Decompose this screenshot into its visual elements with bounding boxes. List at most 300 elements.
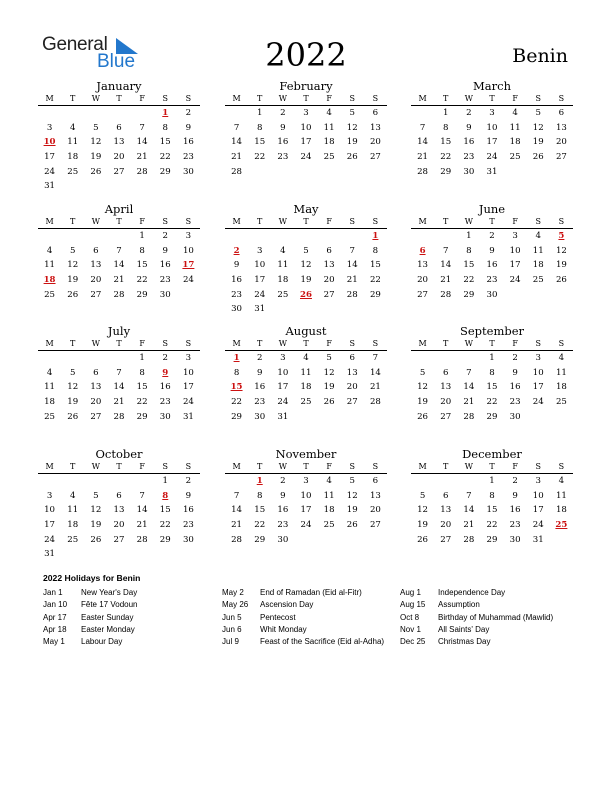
holiday-name: New Year's Day [81,588,138,597]
empty-day-cell [107,547,130,562]
day-cell: 5 [326,353,332,363]
empty-day-cell [550,288,573,303]
weekday-label: M [232,94,241,103]
week-row [411,150,573,165]
week-row [225,533,387,548]
empty-day-cell [38,229,61,244]
day-cell: 2 [489,231,495,241]
logo-blue-text: Blue [97,51,136,72]
weekday-label: M [232,462,241,471]
holiday-name: Independence Day [438,588,506,597]
holiday-entry [400,636,583,648]
day-cell: 26 [417,534,429,545]
holiday-entry [43,624,226,636]
weekday-label: S [372,217,379,226]
day-cell: 26 [67,289,79,300]
week-row [411,258,573,273]
day-cell: 8 [139,245,145,256]
day-cell: 22 [369,275,381,286]
holiday-date: Jun 6 [222,624,242,634]
day-cell: 1 [442,108,449,118]
day-cell: 16 [159,260,171,271]
holiday-day-cell: 9 [162,367,169,378]
day-cell: 1 [489,476,495,486]
day-cell: 10 [532,490,544,501]
day-cell: 22 [159,152,171,163]
holiday-name: Labour Day [81,637,123,647]
month-name: March [473,79,511,93]
holiday-entry [400,624,583,636]
day-cell: 26 [90,534,102,545]
day-cell: 14 [463,382,475,393]
weekday-label: S [372,462,379,471]
day-cell: 22 [463,275,475,286]
weekday-label: W [278,339,287,348]
empty-day-cell [154,179,177,194]
week-row [225,135,387,150]
holiday-entry [222,624,405,636]
day-cell: 29 [231,411,243,422]
day-cell: 7 [442,245,449,256]
weekday-label: M [232,217,241,226]
day-cell: 13 [90,382,102,393]
empty-day-cell [411,106,434,121]
holiday-date: Oct 8 [400,612,420,622]
empty-day-cell [294,533,317,548]
day-cell: 9 [233,260,240,271]
day-cell: 16 [254,382,266,393]
day-cell: 25 [277,289,289,300]
week-row [411,366,573,381]
holiday-day-cell: 5 [558,231,565,241]
day-cell: 3 [303,108,309,118]
day-cell: 23 [159,275,171,286]
holiday-entry [222,636,405,648]
day-cell: 5 [419,490,426,501]
day-cell: 13 [346,367,358,378]
day-cell: 23 [231,289,243,300]
day-cell: 11 [300,367,312,378]
day-cell: 12 [346,122,358,133]
empty-day-cell [61,229,84,244]
day-cell: 1 [139,231,145,241]
holiday-date: Jan 10 [43,600,68,610]
week-row [225,503,387,518]
day-cell: 14 [417,137,429,148]
week-row [225,273,387,288]
day-cell: 10 [44,505,56,516]
empty-day-cell [527,410,550,425]
day-cell: 10 [300,490,312,501]
day-cell: 20 [555,137,567,148]
day-cell: 2 [185,108,192,118]
day-cell: 29 [369,289,381,300]
day-cell: 27 [369,520,381,531]
day-cell: 14 [136,505,148,516]
month-august [225,324,387,424]
day-cell: 25 [67,534,79,545]
week-row [411,503,573,518]
holiday-name: Pentecost [260,612,296,622]
calendar-year: 2022 [265,36,347,74]
day-cell: 20 [369,137,381,148]
empty-day-cell [271,229,294,244]
weekday-label: W [464,94,473,103]
day-cell: 6 [442,490,449,501]
weekday-label: T [489,217,495,226]
holiday-day-cell: 1 [162,108,169,118]
week-row [38,273,200,288]
day-cell: 11 [44,260,56,271]
holidays-title: 2022 Holidays for Benin [43,573,141,583]
empty-day-cell [61,474,84,489]
day-cell: 19 [417,520,429,531]
day-cell: 21 [136,520,148,531]
week-row [411,351,573,366]
empty-day-cell [248,165,271,180]
day-cell: 3 [185,353,192,363]
day-cell: 24 [182,275,194,286]
day-cell: 28 [231,166,243,177]
empty-day-cell [550,165,573,180]
day-cell: 30 [509,534,521,545]
week-row [225,518,387,533]
day-cell: 5 [69,245,76,256]
day-cell: 18 [323,137,335,148]
day-cell: 9 [489,245,495,256]
weekday-label: M [45,217,54,226]
holiday-name: All Saints' Day [438,624,490,634]
weekday-label: F [326,462,332,471]
day-cell: 19 [555,260,567,271]
day-cell: 21 [136,152,148,163]
day-cell: 19 [67,275,79,286]
empty-day-cell [504,288,527,303]
day-cell: 4 [512,108,518,118]
month-name: April [104,202,134,216]
holiday-date: May 2 [222,588,244,597]
weekday-header-row [38,216,200,229]
day-cell: 24 [486,152,498,163]
day-cell: 6 [372,476,379,486]
day-cell: 13 [369,490,381,501]
day-cell: 27 [90,411,102,422]
day-cell: 23 [277,152,289,163]
day-cell: 14 [231,137,243,148]
day-cell: 4 [535,231,541,241]
day-cell: 29 [136,411,148,422]
holiday-entry [222,612,405,624]
day-cell: 27 [346,397,358,408]
day-cell: 29 [463,289,475,300]
day-cell: 15 [254,505,266,516]
week-row [38,165,200,180]
day-cell: 2 [256,353,263,363]
day-cell: 25 [509,152,521,163]
day-cell: 26 [346,520,358,531]
day-cell: 16 [182,505,194,516]
weekday-label: S [558,217,565,226]
week-row [38,410,200,425]
weekday-label: S [558,339,565,348]
weekday-label: S [558,94,565,103]
holiday-date: Jun 5 [222,612,242,622]
week-row [411,288,573,303]
day-cell: 19 [346,137,358,148]
weekday-label: F [326,94,332,103]
week-row [38,489,200,504]
empty-day-cell [411,229,434,244]
day-cell: 20 [369,505,381,516]
day-cell: 11 [67,505,79,516]
day-cell: 22 [136,397,148,408]
day-cell: 7 [466,367,472,378]
day-cell: 16 [159,382,171,393]
empty-day-cell [271,302,294,317]
empty-day-cell [364,165,387,180]
day-cell: 17 [300,137,312,148]
day-cell: 31 [277,411,289,422]
day-cell: 20 [346,382,358,393]
day-cell: 10 [486,122,498,133]
holiday-name: Assumption [438,600,480,610]
weekday-header-row [411,461,573,474]
day-cell: 15 [159,505,171,516]
week-row [225,489,387,504]
weekday-label: F [139,462,145,471]
empty-day-cell [527,288,550,303]
day-cell: 11 [509,122,521,133]
weekday-label: S [185,462,192,471]
day-cell: 14 [440,260,452,271]
day-cell: 26 [417,411,429,422]
day-cell: 14 [463,505,475,516]
day-cell: 29 [440,166,452,177]
day-cell: 9 [280,490,286,501]
holiday-entry [400,587,583,599]
empty-day-cell [341,533,364,548]
day-cell: 10 [254,260,266,271]
week-row [411,273,573,288]
holiday-entry [43,587,226,599]
day-cell: 18 [44,397,56,408]
empty-day-cell [38,474,61,489]
day-cell: 8 [372,245,379,256]
day-cell: 12 [417,505,429,516]
day-cell: 14 [231,505,243,516]
holiday-day-cell: 8 [162,490,169,501]
day-cell: 31 [254,304,266,315]
weekday-label: M [45,94,54,103]
day-cell: 16 [463,137,475,148]
month-name: November [275,447,337,461]
day-cell: 17 [300,505,312,516]
empty-day-cell [38,351,61,366]
holiday-column [43,587,226,648]
day-cell: 12 [323,367,335,378]
day-cell: 17 [254,275,266,286]
empty-day-cell [107,106,130,121]
day-cell: 15 [254,137,266,148]
day-cell: 20 [113,520,125,531]
day-cell: 31 [44,549,56,560]
day-cell: 11 [67,137,79,148]
weekday-label: S [185,94,192,103]
holiday-date: Dec 25 [400,637,426,647]
day-cell: 26 [67,411,79,422]
empty-day-cell [225,106,248,121]
day-cell: 24 [509,275,521,286]
empty-day-cell [131,474,154,489]
empty-day-cell [61,351,84,366]
day-cell: 3 [535,476,541,486]
holiday-day-cell: 1 [233,353,240,363]
day-cell: 30 [182,166,194,177]
day-cell: 4 [46,367,53,378]
day-cell: 29 [486,534,498,545]
day-cell: 7 [139,490,145,501]
holiday-entry [43,599,226,611]
week-row [38,474,200,489]
day-cell: 5 [349,476,355,486]
empty-day-cell [434,474,457,489]
day-cell: 6 [326,245,332,256]
day-cell: 27 [323,289,335,300]
weekday-label: M [232,339,241,348]
holiday-name: Easter Sunday [81,612,134,622]
day-cell: 7 [419,122,426,133]
month-march [411,79,573,179]
weekday-label: T [303,462,309,471]
day-cell: 6 [442,367,449,378]
empty-day-cell [294,410,317,425]
day-cell: 3 [185,231,192,241]
empty-day-cell [38,106,61,121]
day-cell: 14 [136,137,148,148]
week-row [38,518,200,533]
day-cell: 17 [277,382,289,393]
day-cell: 28 [369,397,381,408]
day-cell: 27 [440,534,452,545]
weekday-label: W [464,462,473,471]
holiday-name: Fête 17 Vodoun [81,600,138,610]
day-cell: 28 [136,166,148,177]
week-row [38,351,200,366]
weekday-label: T [489,462,495,471]
weekday-label: M [418,94,427,103]
holiday-day-cell: 17 [182,260,195,271]
day-cell: 21 [463,520,475,531]
holiday-day-cell: 1 [372,231,379,241]
day-cell: 20 [440,397,452,408]
month-name: May [293,202,319,216]
day-cell: 31 [486,166,498,177]
weekday-label: F [139,217,145,226]
day-cell: 11 [323,490,335,501]
weekday-label: M [418,462,427,471]
day-cell: 3 [280,353,286,363]
day-cell: 8 [233,367,240,378]
week-row [225,302,387,317]
day-cell: 14 [113,260,125,271]
holiday-date: May 1 [43,637,65,647]
day-cell: 7 [116,367,122,378]
day-cell: 25 [44,411,56,422]
day-cell: 6 [349,353,355,363]
empty-day-cell [434,229,457,244]
day-cell: 19 [346,505,358,516]
day-cell: 30 [254,411,266,422]
day-cell: 25 [323,520,335,531]
weekday-label: T [116,217,122,226]
week-row [38,503,200,518]
day-cell: 12 [555,245,567,256]
weekday-label: M [418,339,427,348]
day-cell: 16 [231,275,243,286]
weekday-label: S [185,339,192,348]
holiday-day-cell: 10 [43,137,56,148]
day-cell: 15 [463,260,475,271]
day-cell: 18 [532,260,544,271]
day-cell: 22 [486,397,498,408]
day-cell: 28 [113,289,125,300]
day-cell: 2 [512,476,518,486]
day-cell: 10 [182,245,194,256]
weekday-label: T [443,462,449,471]
day-cell: 13 [555,122,567,133]
day-cell: 4 [326,108,332,118]
weekday-label: S [372,94,379,103]
day-cell: 7 [349,245,355,256]
day-cell: 13 [440,382,452,393]
weekday-label: F [512,217,518,226]
day-cell: 23 [486,275,498,286]
holiday-day-cell: 18 [43,275,56,286]
day-cell: 3 [512,231,518,241]
holiday-day-cell: 15 [230,382,243,393]
week-row [225,165,387,180]
month-name: September [459,324,525,338]
day-cell: 19 [90,520,102,531]
day-cell: 2 [162,231,168,241]
empty-day-cell [341,410,364,425]
day-cell: 24 [532,520,544,531]
day-cell: 10 [532,367,544,378]
weekday-label: S [162,339,169,348]
holiday-name: Whit Monday [260,624,307,634]
holiday-day-cell: 6 [419,245,426,256]
empty-day-cell [411,351,434,366]
day-cell: 2 [280,476,286,486]
day-cell: 19 [67,397,79,408]
day-cell: 17 [532,505,544,516]
day-cell: 4 [69,490,76,501]
month-name: August [285,324,327,338]
day-cell: 8 [162,122,168,133]
week-row [411,244,573,259]
weekday-label: W [278,94,287,103]
month-april [38,202,200,302]
day-cell: 20 [90,397,102,408]
day-cell: 27 [113,166,125,177]
day-cell: 13 [369,122,381,133]
day-cell: 1 [139,353,145,363]
day-cell: 26 [555,275,567,286]
empty-day-cell [61,179,84,194]
day-cell: 1 [489,353,495,363]
day-cell: 10 [182,367,194,378]
day-cell: 13 [90,260,102,271]
